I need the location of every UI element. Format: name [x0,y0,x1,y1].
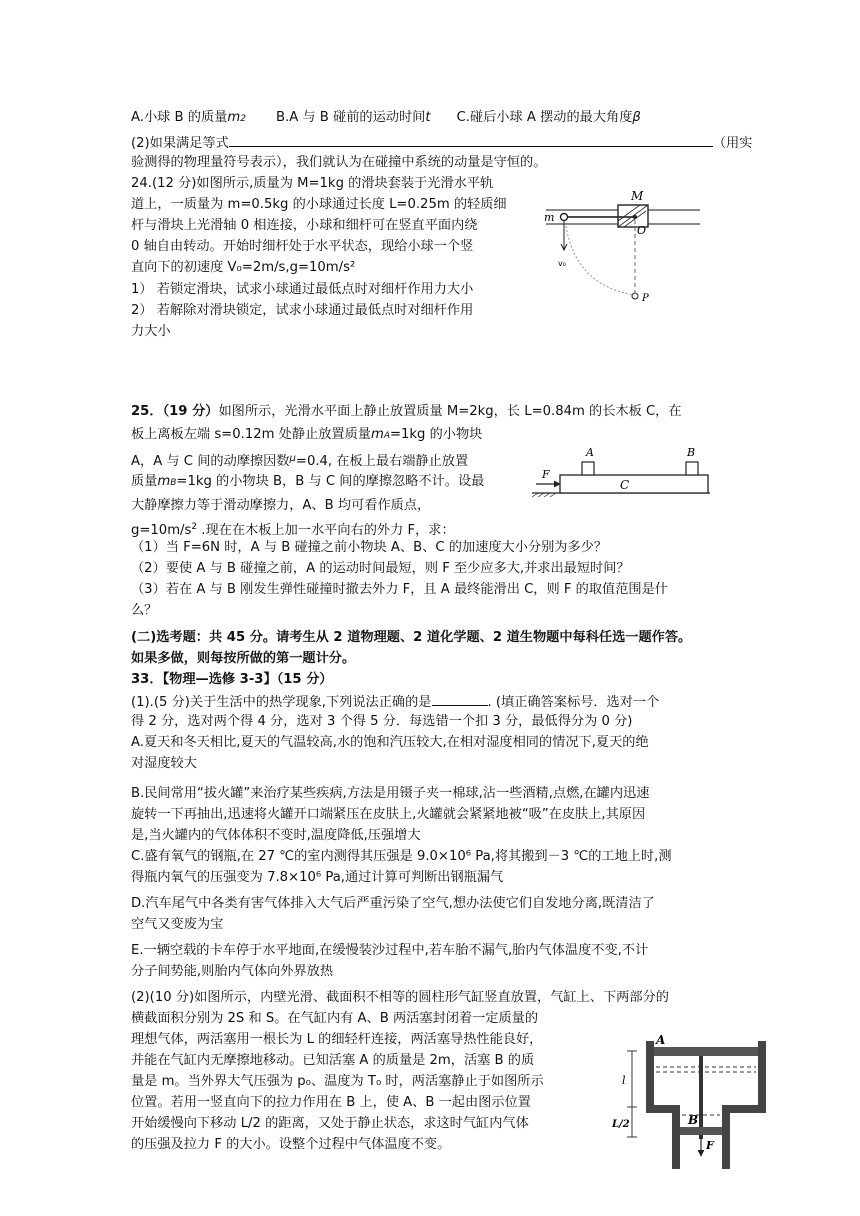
q24-label-m: m [544,211,555,224]
q33-line: 得瓶内氧气的压强变为 7.8×10⁶ Pa,通过计算可判断出钢瓶漏气 [131,870,504,885]
q33-cylinder-step-left [654,1105,680,1113]
q33-cylinder-figure [612,1027,772,1169]
q33-option-A: A.夏天和冬天相比,夏天的气温较高,水的饱和汽压较大,在相对湿度相同的情况下,夏天的绝 [131,735,649,750]
q25-heading-text: 如图所示，光滑水平面上静止放置质量 M=2kg，长 L=0.84m 的长木板 C，在 [218,404,682,419]
q33-label-l: l [622,1074,626,1087]
q24-axis-O [633,215,637,219]
q25-line3-tail: =1kg 的小物块 B，B 与 C 间的摩擦忽略不计。设最 [176,474,485,489]
q24-trajectory [566,226,635,295]
q33-line: 分子间势能,则胎内气体向外界放热 [131,964,334,979]
q33-line: 理想气体，两活塞用一根长为 L 的细轻杆连接，两活塞导热性能良好， [131,1032,543,1047]
q25-line5-text: g=10m/s [131,523,192,538]
q33-line: 开始缓慢向下移动 L/2 的距离，又处于静止状态，求这时气缸内气体 [131,1116,529,1131]
q33-option-C: C.盛有氧气的钢瓶,在 27 ℃的室内测得其压强是 9.0×10⁶ Pa,将其搬到－3 ℃的工地上时,测 [131,849,672,864]
q33-label-L2: L/2 [612,1119,630,1130]
q24-line: 24.(12 分)如图所示,质量为 M=1kg 的滑块套装于光滑水平轨 [131,176,494,191]
q33-label-A: A [656,1033,666,1047]
q25-ground-hatch [550,493,556,497]
q33-line: 横截面积分别为 2S 和 S。在气缸内有 A、B 两活塞封闭着一定质量的 [131,1011,539,1026]
q24-point-P [632,293,638,299]
q25-line1 [131,425,482,446]
q24-ball [561,214,568,221]
q25-number: 25．（19 分） [131,404,219,419]
q33-option-B: B.民间常用“拔火罐”来治疗某些疾病,方法是用镊子夹一棉球,沾一些酒精,点燃,在罐内迅速 [131,786,650,801]
q25-line3-text: 质量 [131,474,158,489]
q33-label-B: B [688,1113,699,1127]
q33-cylinder-upper-right-wall [758,1041,766,1113]
q23-part2-line2: 验测得的物理量符号表示），我们就认为在碰撞中系统的动量是守恒的。 [131,155,547,170]
q23-part2-end: （用实 [712,136,753,151]
q33-line: 位置。若用一竖直向下的拉力作用在 B 上，使 A、B 一起由图示位置 [131,1095,531,1110]
q25-line2 [131,449,468,472]
q23-opt-c: C.碰后小球 A 摆动的最大角度 [456,110,633,125]
q25-ground-hatch [538,493,544,497]
q23-opt-b: B.A 与 B 碰前的运动时间 [275,110,426,125]
q25-part1: （1）当 F=6N 时，A 与 B 碰撞之前小物块 A、B、C 的加速度大小分别为多少？ [131,540,608,555]
q33-option-E: E.一辆空载的卡车停于水平地面,在缓慢装沙过程中,若车胎不漏气,胎内气体温度不变,不计 [131,943,649,958]
q24-figure [538,186,700,306]
q25-label-B: B [687,446,696,459]
q33-answer-blank [432,691,488,706]
q25-heading [131,402,682,422]
q25-exp: 2 [191,522,198,532]
q33-cylinder-upper-left-wall [646,1041,654,1113]
q33-arrowhead [698,1150,704,1156]
q25-label-C: C [620,478,630,492]
q25-line3 [131,472,484,493]
q25-figure [532,438,712,502]
q33-option-D: D.汽车尾气中各类有害气体排入大气后严重污染了空气,想办法使它们自发地分离,既清洁了 [131,896,655,911]
q33-piston-B [680,1127,722,1135]
q25-line2-text: A，A 与 C 间的动摩擦因数 [131,454,290,469]
q33-rod [699,1056,703,1139]
q23-opt-c-symbol: β [632,110,641,125]
q33-part1-end: . (填正确答案标号．选对一个 [487,695,660,710]
q25-sym-mA: m [370,427,384,442]
q25-block-B [686,462,698,475]
select-instruction-1: (二)选考题：共 45 分。请考生从 2 道物理题、2 道化学题、2 道生物题中每科任选一题作答。 [131,630,692,645]
q24-line: 0 轴自由转动。开始时细杆处于水平状态，现给小球一个竖 [131,239,474,254]
q33-label-F: F [706,1139,714,1152]
q33-cylinder-lower-right-wall [722,1113,730,1169]
q25-ground-hatch [544,493,550,497]
q25-arrowhead [554,481,560,487]
q25-line1-text: 板上离板左端 s=0.12m 处静止放置质量 [131,427,371,442]
q25-sym-mu: μ [289,453,296,464]
q25-line1-tail: =1kg 的小物块 [389,427,483,442]
q33-part1-start: (1).(5 分)关于生活中的热学现象,下列说法正确的是 [131,695,432,710]
q24-label-v0: v₀ [558,259,566,268]
q24-line: 道上，一质量为 m=0.5kg 的小球通过长度 L=0.25m 的轻质细 [131,197,507,212]
q23-answer-blank [229,132,713,147]
q33-heading: 33．【物理—选修 3-3】（15 分） [131,672,333,687]
q33-line: 旋转一下再抽出,迅速将火罐开口端紧压在皮肤上,火罐就会紧紧地被“吸”在皮肤上,其原因 [131,807,646,822]
q25-part2: （2）要使 A 与 B 碰撞之前，A 的运动时间最短，则 F 至少应多大,并求出最短时间？ [131,561,630,576]
q25-board-C [560,475,708,493]
select-instruction-2: 如果多做，则每按所做的第一题计分。 [131,651,356,666]
q33-piston-A [654,1047,758,1056]
q23-part2-start: (2)如果满足等式 [131,136,229,151]
q25-part3-end: 么？ [131,603,158,618]
q23-opt-b-symbol: t [425,110,431,125]
q25-block-A [582,462,594,475]
q24-line: 杆与滑块上光滑轴 0 相连接，小球和细杆可在竖直平面内绕 [131,218,478,233]
q33-line: 得 2 分，选对两个得 4 分，选对 3 个得 5 分．每选错一个扣 3 分，最低得分为 0 分) [131,714,633,729]
q33-line: 是,当火罐内的气体体积不变时,温度降低,压强增大 [131,828,421,843]
q25-line2-tail: =0.4, 在板上最右端静止放置 [295,454,469,469]
q24-line: 2） 若解除对滑块锁定，试求小球通过最低点时对细杆作用 [131,303,474,318]
q24-line: 1） 若锁定滑块，试求小球通过最低点时对细杆作用力大小 [131,282,474,297]
q25-label-A: A [586,446,594,459]
q25-sym-mA-sub: A [383,431,390,441]
q25-sym-mB-sub: B [170,478,177,488]
q24-line: 力大小 [131,324,171,339]
q25-line5-tail: .现在在木板上加一水平向右的外力 F，求： [197,523,455,538]
q33-line: 对湿度较大 [131,756,197,771]
q33-cylinder-step-right [722,1105,758,1113]
q23-opt-a: A.小球 B 的质量 [131,110,228,125]
q33-cylinder-lower-left-wall [672,1113,680,1169]
q24-label-M: M [631,189,644,203]
q25-sym-mB: m [157,474,171,489]
q25-part3: （3）若在 A 与 B 刚发生弹性碰撞时撤去外力 F，且 A 最终能滑出 C，则 F 的取值范围是什 [131,582,668,597]
q23-opt-a-symbol: m [227,110,241,125]
q25-ground-hatch [532,493,538,497]
q33-line: 并能在气缸内无摩擦地移动。已知活塞 A 的质量是 2m，活塞 B 的质 [131,1053,535,1068]
q23-part2 [131,132,752,154]
q24-label-P: P [642,293,649,304]
q24-label-O: O [637,224,647,237]
q25-label-F: F [542,468,550,481]
q24-line: 直向下的初速度 V₀=2m/s,g=10m/s² [131,260,356,275]
q33-part1 [131,691,659,713]
q33-line: 的压强及拉力 F 的大小。设整个过程中气体温度不变。 [131,1137,451,1152]
q33-line: 量是 m。当外界大气压强为 p₀、温度为 T₀ 时，两活塞静止于如图所示 [131,1074,544,1089]
q33-part2: (2)(10 分)如图所示，内壁光滑、截面积不相等的圆柱形气缸竖直放置，气缸上、下两部分的 [131,990,669,1005]
q23-opt-a-subscript: 2 [240,114,246,124]
q23-options-line [131,108,641,129]
q33-line: 空气又变废为宝 [131,917,224,932]
q25-line4: 大静摩擦力等于滑动摩擦力，A、B 均可看作质点， [131,498,431,513]
